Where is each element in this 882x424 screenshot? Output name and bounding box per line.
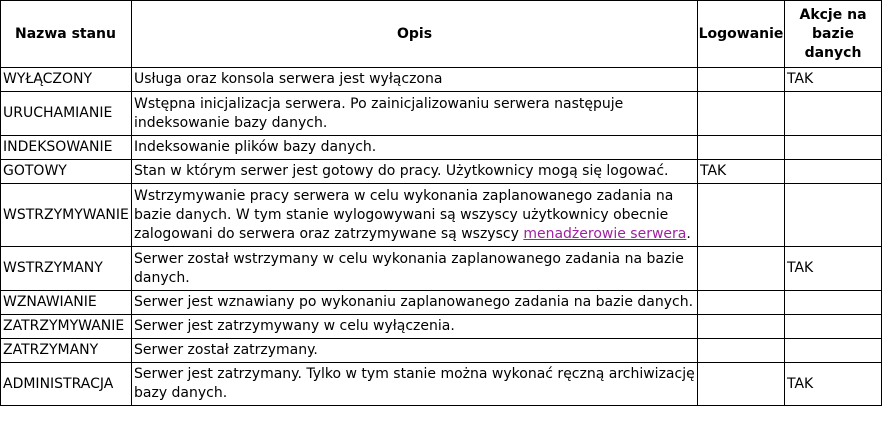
description-cell: Serwer został wstrzymany w celu wykonania zaplanowanego zadania na bazie danych. — [132, 247, 698, 291]
description-cell: Serwer jest zatrzymywany w celu wyłączenia. — [132, 315, 698, 339]
header-db-actions: Akcje na bazie danych — [785, 1, 882, 68]
table-row — [1, 92, 882, 136]
state-cell: ADMINISTRACJA — [1, 363, 132, 406]
state-cell: URUCHAMIANIE — [1, 92, 132, 136]
state-cell: WSTRZYMYWANIE — [1, 184, 132, 247]
state-cell: INDEKSOWANIE — [1, 136, 132, 160]
table-row — [1, 247, 882, 291]
description-cell: Serwer jest zatrzymany. Tylko w tym stanie można wykonać ręczną archiwizację bazy danych. — [132, 363, 698, 406]
logging-cell: TAK — [698, 160, 785, 184]
logging-cell — [698, 92, 785, 136]
logging-cell — [698, 136, 785, 160]
db-actions-cell — [785, 291, 882, 315]
description-cell — [132, 184, 698, 247]
logging-cell — [698, 291, 785, 315]
table-row — [1, 339, 882, 363]
db-actions-cell: TAK — [785, 247, 882, 291]
description-text: Wstrzymywanie pracy serwera w celu wykonania zaplanowanego zadania na bazie danych. W tym stanie wylogowywani są wszyscy użytkownicy obecnie zalogowani do serwera oraz zatrzymywane są wszyscy — [134, 187, 674, 242]
table-row — [1, 184, 882, 247]
db-actions-cell: TAK — [785, 68, 882, 92]
table-row — [1, 291, 882, 315]
description-cell: Wstępna inicjalizacja serwera. Po zainicjalizowaniu serwera następuje indeksowanie bazy danych. — [132, 92, 698, 136]
db-actions-cell — [785, 160, 882, 184]
db-actions-cell — [785, 339, 882, 363]
db-actions-cell — [785, 184, 882, 247]
description-cell: Indeksowanie plików bazy danych. — [132, 136, 698, 160]
table-row — [1, 68, 882, 92]
table-row — [1, 315, 882, 339]
table-row — [1, 160, 882, 184]
logging-cell — [698, 315, 785, 339]
table-header-row — [1, 1, 882, 68]
logging-cell — [698, 363, 785, 406]
state-cell: WSTRZYMANY — [1, 247, 132, 291]
header-state: Nazwa stanu — [1, 1, 132, 68]
logging-cell — [698, 68, 785, 92]
logging-cell — [698, 247, 785, 291]
logging-cell — [698, 184, 785, 247]
table-row — [1, 136, 882, 160]
state-cell: WZNAWIANIE — [1, 291, 132, 315]
server-managers-link[interactable]: menadżerowie serwera — [523, 225, 687, 242]
db-actions-cell — [785, 315, 882, 339]
header-logging: Logowanie — [698, 1, 785, 68]
description-cell: Stan w którym serwer jest gotowy do pracy. Użytkownicy mogą się logować. — [132, 160, 698, 184]
state-cell: GOTOWY — [1, 160, 132, 184]
db-actions-cell: TAK — [785, 363, 882, 406]
logging-cell — [698, 339, 785, 363]
description-cell: Usługa oraz konsola serwera jest wyłączona — [132, 68, 698, 92]
db-actions-cell — [785, 92, 882, 136]
state-cell: WYŁĄCZONY — [1, 68, 132, 92]
description-cell: Serwer jest wznawiany po wykonaniu zaplanowanego zadania na bazie danych. — [132, 291, 698, 315]
state-cell: ZATRZYMANY — [1, 339, 132, 363]
header-description: Opis — [132, 1, 698, 68]
db-actions-cell — [785, 136, 882, 160]
description-end: . — [686, 225, 691, 242]
description-cell: Serwer został zatrzymany. — [132, 339, 698, 363]
table-row — [1, 363, 882, 406]
state-cell: ZATRZYMYWANIE — [1, 315, 132, 339]
